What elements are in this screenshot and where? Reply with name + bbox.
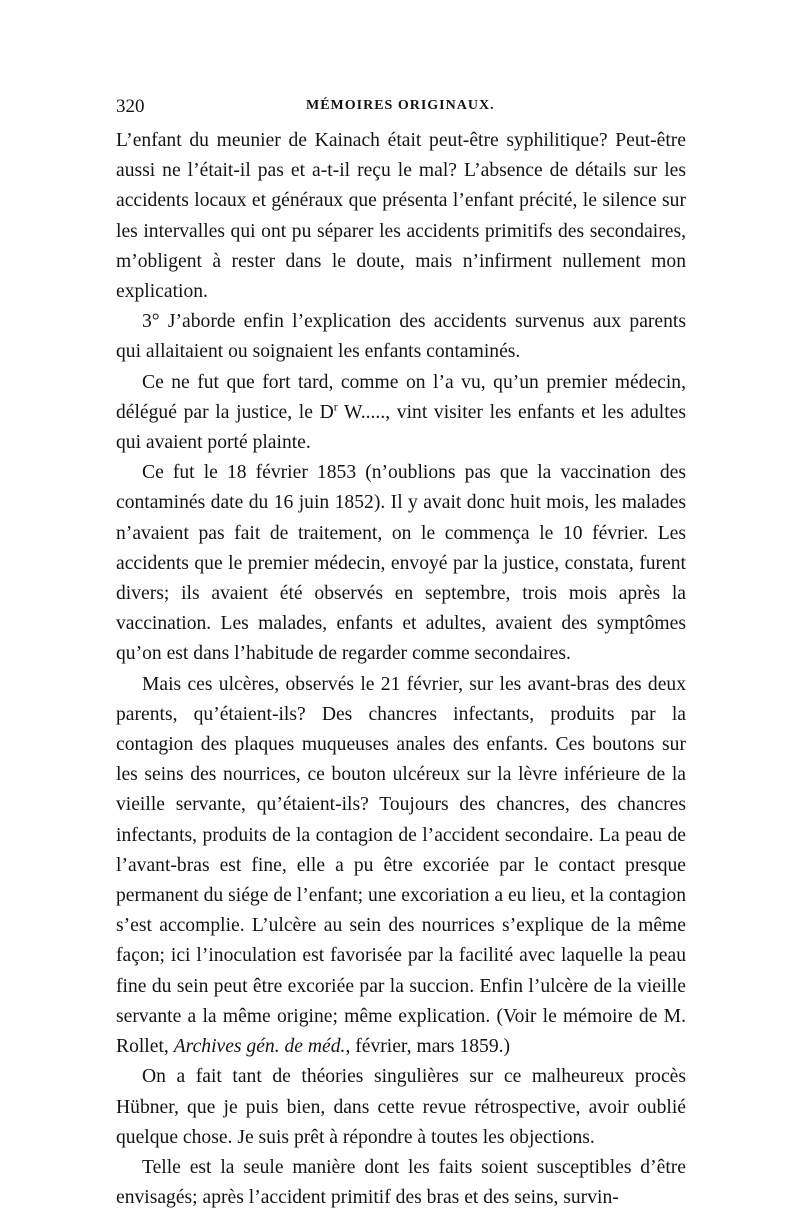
page-header	[116, 96, 686, 126]
paragraph-3	[116, 368, 686, 459]
running-head: MÉMOIRES ORIGINAUX.	[306, 98, 495, 113]
page-number: 320	[116, 96, 145, 117]
paragraph-6: On a fait tant de théories singulières sur ce malheureux procès Hübner, que je puis bien, dans cette revue rétrospective, avoir oublié quelque chose. Je suis prêt à répondre à toutes les objections.	[116, 1066, 686, 1148]
paragraph-4: Ce fut le 18 février 1853 (n’oublions pas que la vaccination des contaminés date du 16 juin 1852). Il y avait donc huit mois, les malades n’avaient pas fait de traitement, on le commença le 10 février. Les accidents que le premier médecin, envoyé par la justice, constata, furent divers; ils avaient été observés en septembre, trois mois après la vaccination. Les malades, enfants et adultes, avaient des symptômes qu’on est dans l’habitude de regarder comme secondaires.	[116, 462, 686, 665]
paragraph-3-text-after: W....., vint visiter les enfants et les adultes qui avaient porté plainte.	[116, 401, 686, 454]
journal-title-italic: Archives gén. de méd.	[173, 1036, 346, 1058]
paragraph-3-text-before: Ce ne fut que fort tard, comme on l’a vu, qu’un premier médecin, délégué par la justice, le D	[116, 371, 686, 423]
body-text	[116, 126, 686, 1213]
book-page	[116, 96, 686, 1213]
doctor-abbreviation-superscript: r	[333, 399, 338, 414]
paragraph-5	[116, 670, 686, 1063]
paragraph-7: Telle est la seule manière dont les faits soient susceptibles d’être envisagés; après l’accident primitif des bras et des seins, survin-	[116, 1156, 686, 1209]
paragraph-2: 3° J’aborde enfin l’explication des accidents survenus aux parents qui allaitaient ou soignaient les enfants contaminés.	[116, 311, 686, 363]
paragraph-5-text-after: , février, mars 1859.)	[345, 1036, 511, 1058]
paragraph-1: L’enfant du meunier de Kainach était peut-être syphilitique? Peut-être aussi ne l’était-il pas et a-t-il reçu le mal? L’absence de détails sur les accidents locaux et généraux que présenta l’enfant précité, le silence sur les intervalles qui ont pu séparer les accidents primitifs des secondaires, m’obligent à rester dans le doute, mais n’infirment nullement mon explication.	[116, 130, 686, 303]
paragraph-5-text-before: Mais ces ulcères, observés le 21 février, sur les avant-bras des deux parents, qu’étaient-ils? Des chancres infectants, produits par la contagion des plaques muqueuses anales des enfants. Ces boutons sur les seins des nourrices, ce bouton ulcéreux sur la lèvre inférieure de la vieille servante, qu’étaient-ils? Toujours des chancres, des chancres infectants, produits de la contagion de l’accident secondaire. La peau de l’avant-bras est fine, elle a pu être excoriée par le contact presque permanent du siége de l’enfant; une excoriation a eu lieu, et la contagion s’est accomplie. L’ulcère au sein des nourrices s’explique de la même façon; ici l’inoculation est favorisée par la facilité avec laquelle la peau fine du sein peut être excoriée par la succion. Enfin l’ulcère de la vieille servante a la même origine; même explication. (Voir le mémoire de M. Rollet,	[116, 673, 686, 1058]
